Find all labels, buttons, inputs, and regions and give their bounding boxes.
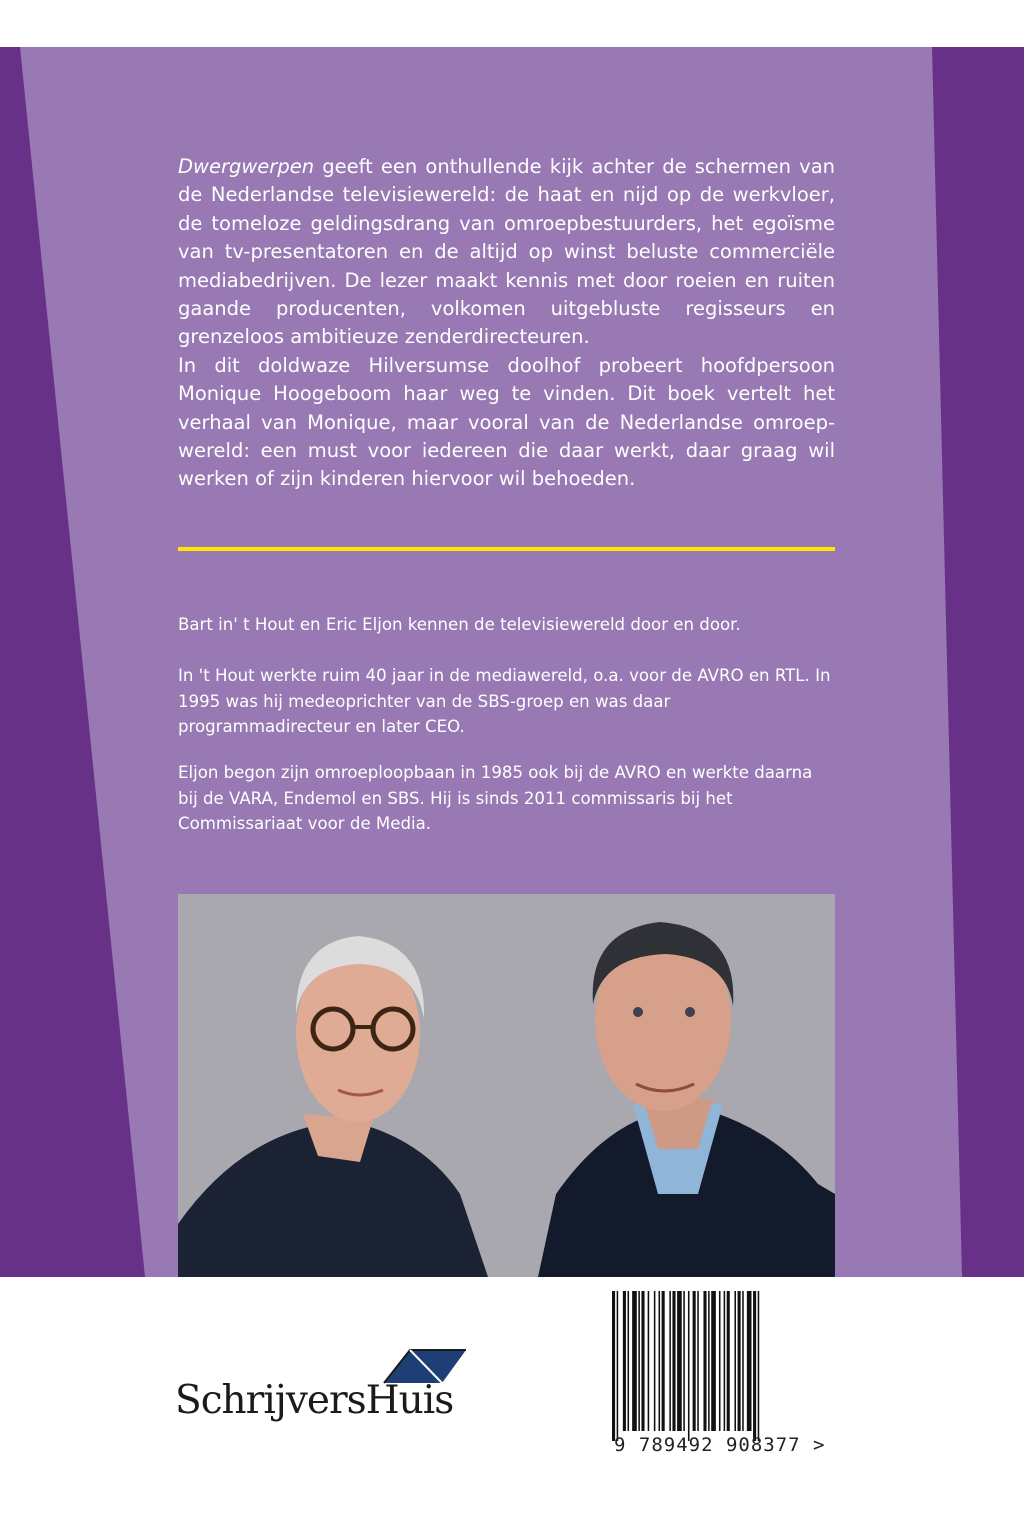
bio-intro: Bart in' t Hout en Eric Eljon kennen de televisiewereld door en door. (178, 615, 741, 634)
publisher-name: SchrijversHuis (175, 1378, 454, 1423)
barcode-bar (703, 1291, 706, 1431)
barcode-bar (648, 1291, 650, 1431)
barcode-bar (738, 1291, 741, 1431)
back-cover (0, 47, 1024, 1277)
barcode-bar (697, 1291, 699, 1431)
barcode-bar (628, 1291, 630, 1431)
barcode-bar (654, 1291, 656, 1431)
barcode-bar (683, 1291, 685, 1431)
bio-hout: In 't Hout werkte ruim 40 jaar in de mediawereld, o.a. voor de AVRO en RTL. In 1995 was hij medeoprichter van de SBS-groep en was daar programmadirecteur en later CEO. (178, 666, 831, 736)
barcode-bar (688, 1291, 690, 1441)
barcode-bar (669, 1291, 671, 1431)
isbn-number: 9 789492 908377 > (614, 1434, 826, 1456)
barcode-bar (693, 1291, 696, 1431)
bio-eljon: Eljon begon zijn omroeploopbaan in 1985 ook bij de AVRO en werkte daarna bij de VARA, Endemol en SBS. Hij is sinds 2011 commissaris bij het Commissariaat voor de Media. (178, 763, 813, 833)
barcode-bar (617, 1291, 619, 1441)
barcode-bar (711, 1291, 716, 1431)
barcode-bar (632, 1291, 637, 1431)
blurb-paragraph-1 (178, 153, 835, 352)
barcode-bar (641, 1291, 644, 1431)
book-title: Dwergwerpen (178, 155, 315, 178)
barcode-bar (742, 1291, 744, 1431)
blurb-paragraph-1-body: geeft een onthullende kijk achter de schermen van de Nederlandse televisiewereld: de haat en nijd op de werkvloer, de tomeloze geldingsdrang van omroepbestuurders, het egoïsme van tv-presentatoren en de altijd op winst beluste commerciële mediabedrijven. De lezer maakt kennis met door roeien en ruiten gaande producenten, volkomen uitgebluste regisseurs en grenzeloos ambitieuze zenderdirecteuren. (178, 155, 835, 349)
blurb-text (178, 153, 835, 494)
barcode-bar (638, 1291, 640, 1431)
barcode-bar (659, 1291, 661, 1431)
barcode-bar (708, 1291, 710, 1431)
author-photo (178, 894, 835, 1277)
barcode-bar (747, 1291, 752, 1431)
barcode-bar (662, 1291, 665, 1431)
barcode-bar (724, 1291, 726, 1431)
barcode-bar (727, 1291, 730, 1431)
blurb-paragraph-2: In dit doldwaze Hilversumse doolhof probeert hoofdpersoon Monique Hoogeboom haar weg te vinden. Dit boek vertelt het verhaal van Monique, maar vooral van de Nederlandse omroep-wereld: een must voor iedereen die daar werkt, daar graag wil werken of zijn kinderen hiervoor wil behoeden. (178, 353, 835, 491)
barcode-bar (758, 1291, 760, 1441)
publisher-logo (175, 1346, 485, 1436)
barcode-bar (734, 1291, 736, 1431)
barcode-bar (612, 1291, 615, 1441)
barcode-bar (719, 1291, 721, 1431)
barcode-bar (623, 1291, 626, 1431)
footer-area (0, 1277, 1024, 1536)
barcode-bar (753, 1291, 756, 1441)
barcode-bar (672, 1291, 675, 1431)
barcode-bar (677, 1291, 682, 1431)
yellow-divider (178, 547, 835, 551)
